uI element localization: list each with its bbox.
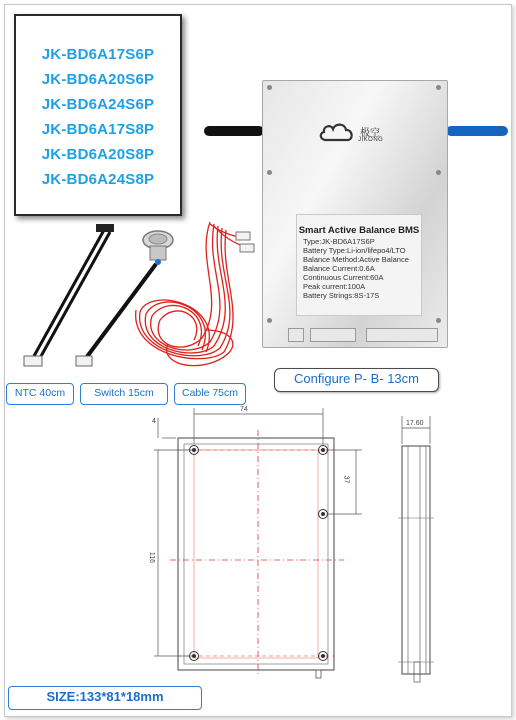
model-item: JK-BD6A17S8P (41, 121, 155, 138)
thickness-dimension: 17.60 (406, 420, 424, 427)
mount-hole-icon (319, 510, 328, 519)
spec-item: Peak current:100A (303, 282, 366, 291)
spec-item: Battery Type:Li-ion/lifepo4/LTO (303, 246, 406, 255)
ntc-caption: NTC 40cm (6, 383, 74, 405)
top-offset-dimension: 4 (152, 418, 156, 425)
model-item: JK-BD6A24S8P (41, 171, 155, 188)
model-item: JK-BD6A20S8P (41, 146, 155, 163)
model-item: JK-BD6A17S6P (41, 46, 155, 63)
bms-title: Smart Active Balance BMS (298, 225, 420, 236)
brand-name-zh: 极空 (360, 128, 380, 139)
hole-spacing-dimension: 37 (342, 475, 350, 484)
spec-item: Type:JK-BD6A17S6P (303, 237, 375, 246)
model-item: JK-BD6A20S6P (41, 71, 155, 88)
width-dimension: 74 (240, 406, 248, 413)
configure-caption: Configure P- B- 13cm (274, 368, 439, 392)
spec-item: Continuous Current:60A (303, 273, 384, 282)
size-caption: SIZE:133*81*18mm (8, 686, 202, 710)
height-dimension: 116 (148, 551, 156, 564)
spec-item: Battery Strings:8S-17S (303, 291, 380, 300)
side-view (398, 416, 434, 682)
switch-caption: Switch 15cm (80, 383, 168, 405)
front-view (170, 430, 344, 678)
brand-name-en: JIKONG (358, 137, 384, 143)
model-item: JK-BD6A24S6P (41, 96, 155, 113)
spec-item: Balance Method:Active Balance (303, 255, 409, 264)
cable-caption: Cable 75cm (174, 383, 246, 405)
spec-item: Balance Current:0.6A (303, 264, 375, 273)
